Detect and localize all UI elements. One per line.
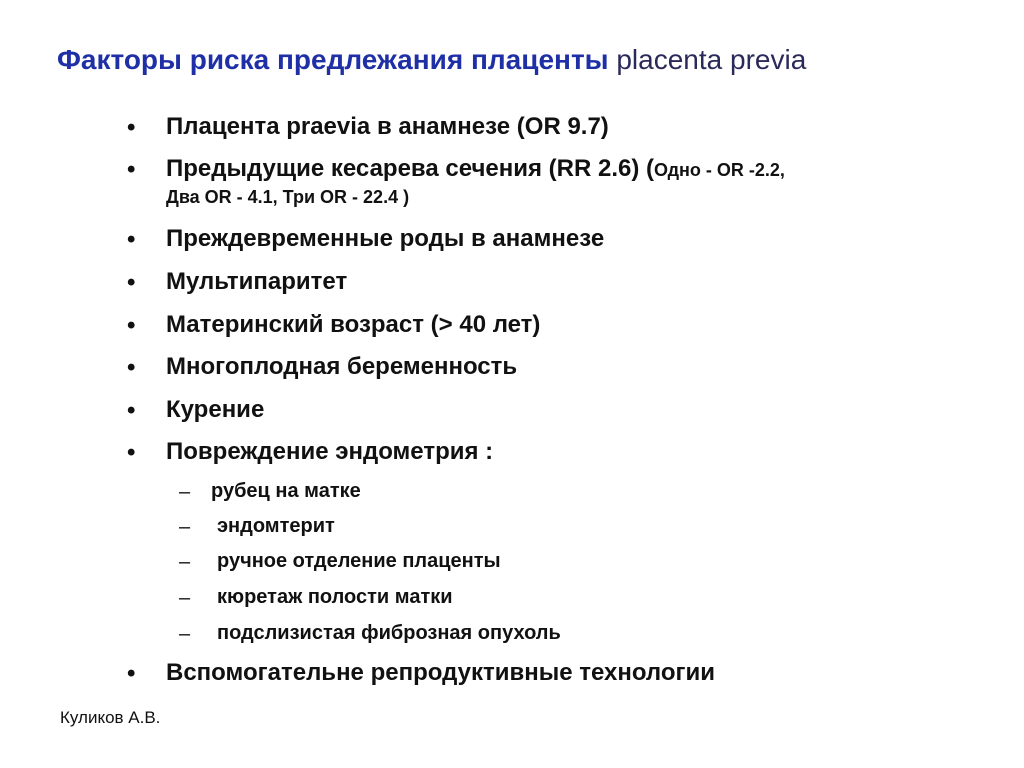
bullet-icon: • [127, 226, 136, 253]
bullet-icon: • [127, 354, 136, 381]
sub-list-item: эндомтерит [217, 515, 335, 537]
bullet-icon: • [127, 156, 136, 183]
list-item-detail: Одно - OR -2.2, [654, 160, 785, 180]
bullet-icon: • [127, 660, 136, 687]
list-item: Мультипаритет [166, 268, 348, 295]
sub-list-item: рубец на матке [211, 480, 361, 502]
bullet-icon: • [127, 312, 136, 339]
dash-icon: – [179, 587, 191, 609]
bullet-icon: • [127, 439, 136, 466]
list-item: Вспомогательне репродуктивные технологии [166, 659, 716, 686]
title-russian: Факторы риска предлежания плаценты [57, 44, 609, 75]
sub-list-item: ручное отделение плаценты [217, 550, 501, 572]
dash-icon: – [179, 516, 191, 538]
sub-list-item: подслизистая фиброзная опухоль [217, 622, 561, 644]
bullet-icon: • [127, 269, 136, 296]
list-item: Курение [166, 396, 265, 423]
bullet-icon: • [127, 397, 136, 424]
list-item: Материнский возраст (> 40 лет) [166, 311, 541, 338]
list-item-detail-line2: Два OR - 4.1, Три OR - 22.4 ) [166, 187, 410, 207]
list-item: Повреждение эндометрия : [166, 438, 494, 465]
author-footer: Куликов А.В. [60, 708, 161, 727]
list-item: Многоплодная беременность [166, 353, 518, 380]
list-item: Плацента praevia в анамнезе (OR 9.7) [166, 113, 609, 140]
bullet-icon: • [127, 114, 136, 141]
title-english: placenta previa [616, 44, 807, 75]
list-item-text: Предыдущие кесарева сечения (RR 2.6) ( [166, 155, 655, 182]
sub-list-item: кюретаж полости матки [217, 586, 453, 608]
list-item [166, 154, 785, 209]
dash-icon: – [179, 551, 191, 573]
dash-icon: – [179, 481, 191, 503]
dash-icon: – [179, 623, 191, 645]
list-item: Преждевременные роды в анамнезе [166, 225, 605, 252]
